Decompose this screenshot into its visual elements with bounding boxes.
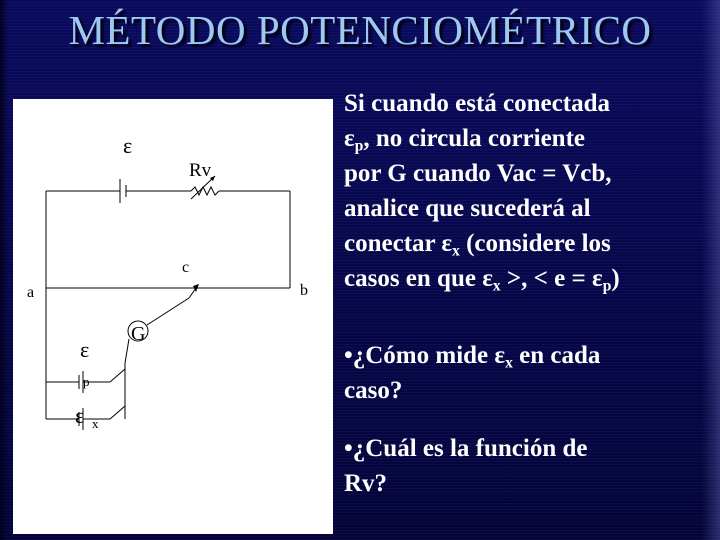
label-epsilon-x: ε <box>75 403 85 428</box>
epsilon-symbol: ε <box>494 342 506 369</box>
question-line-6: casos en que $\varepsilon_x$ >, < $e = \varepsilon_p$) <box>344 265 620 295</box>
bullet-how-measure: •¿Cómo mide $\varepsilon_x$ en cada caso? <box>344 342 601 404</box>
bullet-rv-function: •¿Cuál es la función de Rv? <box>344 435 588 497</box>
label-g: G <box>131 323 146 345</box>
question-line-3: por G cuando Vac = Vcb, <box>344 160 612 187</box>
question-line-5: conectar $\varepsilon_x$ (considere los <box>344 230 611 260</box>
question-line-1: Si cuando está conectada <box>344 90 610 117</box>
slide-title: MÉTODO POTENCIOMÉTRICO <box>68 7 652 53</box>
circuit-diagram-panel <box>13 99 333 534</box>
label-b: b <box>300 282 308 299</box>
switch-ex <box>110 406 125 419</box>
wire-to-slider <box>147 298 189 325</box>
label-epsilon-p: ε <box>80 337 90 362</box>
epsilon-symbol: ε <box>592 265 603 292</box>
label-rv: Rv <box>189 160 212 181</box>
label-epsilon-top: ε <box>123 133 133 158</box>
label-p: p <box>83 374 90 389</box>
label-c: c <box>182 259 190 276</box>
switch-ep <box>110 369 125 382</box>
epsilon-symbol: ε <box>482 265 493 292</box>
epsilon-symbol: ε <box>441 230 453 257</box>
wire-to-galvanometer <box>125 339 129 363</box>
label-x: x <box>92 416 99 431</box>
question-line-4: analice que sucederá al <box>344 195 591 222</box>
epsilon-symbol: ε <box>344 125 355 152</box>
question-line-2: $\varepsilon_p$, no circula corriente <box>344 125 586 155</box>
question-text <box>344 86 716 296</box>
circuit-diagram <box>13 99 333 534</box>
label-a: a <box>27 284 35 301</box>
rheostat-rv-resistor <box>191 187 219 195</box>
slide-left-edge <box>0 0 8 540</box>
